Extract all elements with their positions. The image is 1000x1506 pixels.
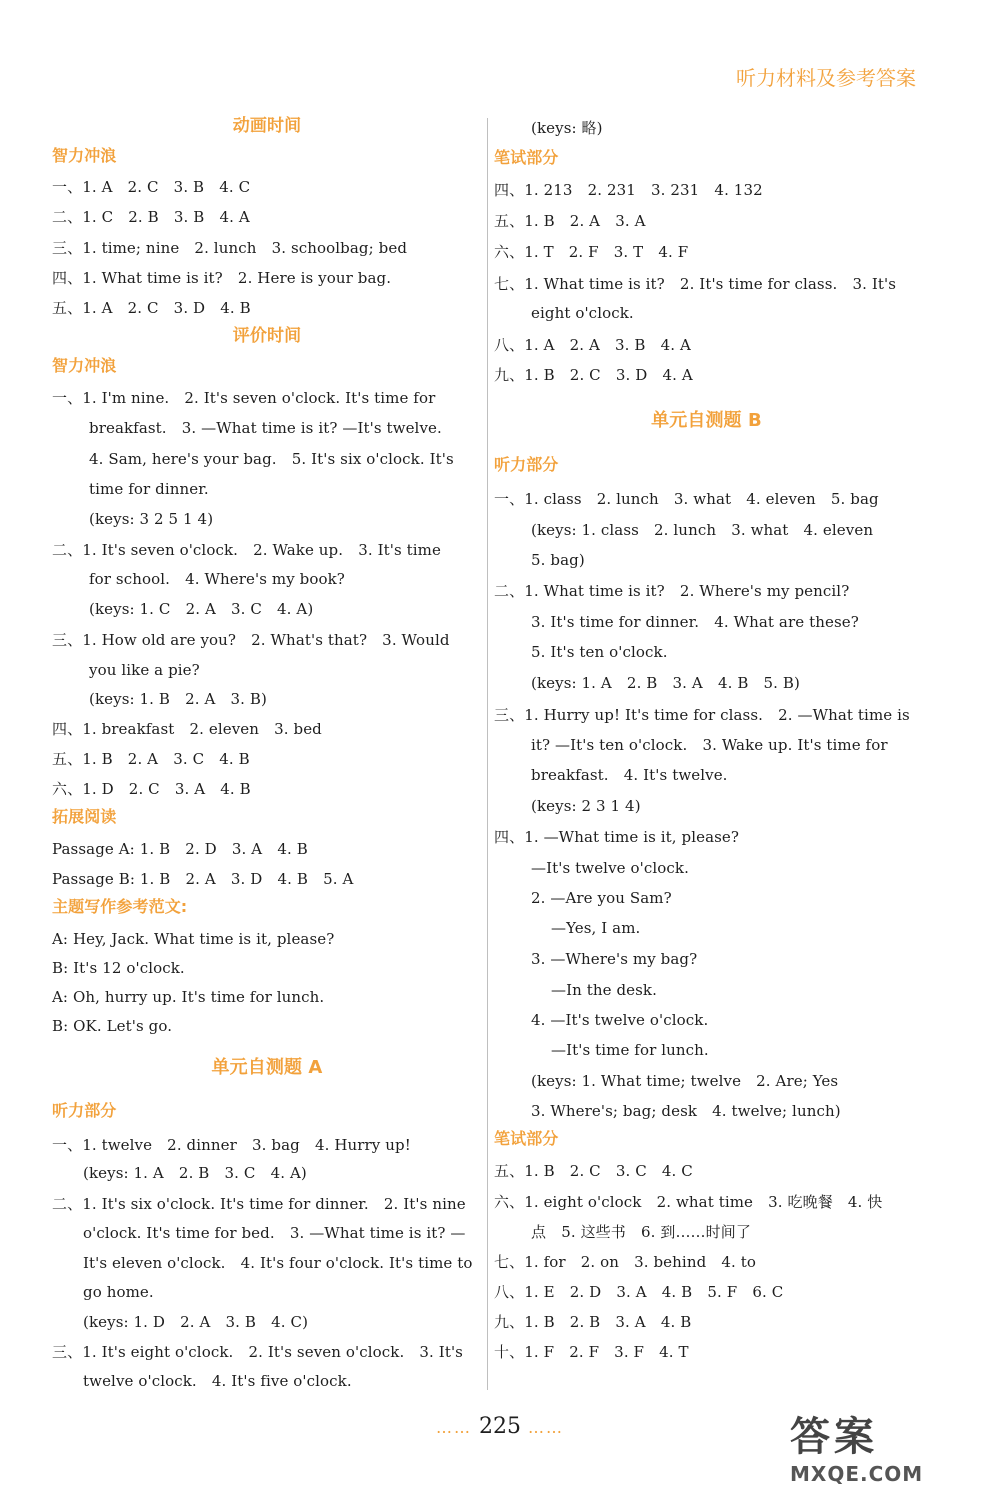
- right-line: 九、1. B 2. C 3. D 4. A: [494, 366, 693, 384]
- right-line: (keys: 1. A 2. B 3. A 4. B 5. B): [531, 674, 800, 692]
- left-line: 六、1. D 2. C 3. A 4. B: [52, 780, 251, 798]
- right-line: (keys: 2 3 1 4): [531, 797, 641, 815]
- left-heading: 拓展阅读: [52, 807, 117, 826]
- left-line: Passage B: 1. B 2. A 3. D 4. B 5. A: [52, 870, 354, 888]
- left-line: Passage A: 1. B 2. D 3. A 4. B: [52, 840, 308, 858]
- left-line: B: OK. Let's go.: [52, 1017, 173, 1035]
- right-line: 五、1. B 2. C 3. C 4. C: [494, 1162, 693, 1180]
- site-watermark: [790, 1412, 990, 1496]
- left-line: (keys: 1. C 2. A 3. C 4. A): [89, 600, 314, 618]
- right-line: 3. It's time for dinner. 4. What are these?: [531, 613, 859, 631]
- left-line: 五、1. B 2. A 3. C 4. B: [52, 750, 250, 768]
- left-heading: 听力部分: [52, 1101, 117, 1120]
- left-line: A: Oh, hurry up. It's time for lunch.: [52, 988, 325, 1006]
- right-line: 点 5. 这些书 6. 到……时间了: [531, 1223, 751, 1241]
- right-line: 八、1. E 2. D 3. A 4. B 5. F 6. C: [494, 1283, 784, 1301]
- left-line: 五、1. A 2. C 3. D 4. B: [52, 299, 251, 317]
- left-line: 四、1. breakfast 2. eleven 3. bed: [52, 720, 322, 738]
- column-divider: [487, 118, 488, 1390]
- right-line: 四、1. —What time is it, please?: [494, 828, 740, 846]
- right-line: 二、1. What time is it? 2. Where's my pencil?: [494, 582, 850, 600]
- left-line: A: Hey, Jack. What time is it, please?: [52, 930, 335, 948]
- right-line: 2. —Are you Sam?: [531, 889, 672, 907]
- right-line: (keys: 1. What time; twelve 2. Are; Yes: [531, 1072, 839, 1090]
- left-heading: 智力冲浪: [52, 356, 117, 375]
- footer-dots-left: ……: [436, 1418, 472, 1437]
- right-line: —It's time for lunch.: [531, 1041, 709, 1059]
- left-line: breakfast. 3. —What time is it? —It's twelve.: [89, 419, 442, 437]
- right-line: eight o'clock.: [531, 304, 634, 322]
- left-line: 一、1. I'm nine. 2. It's seven o'clock. It's time for: [52, 389, 436, 407]
- right-heading: 单元自测题 B: [651, 410, 762, 431]
- left-line: o'clock. It's time for bed. 3. —What time is it? —: [83, 1224, 466, 1242]
- left-line: (keys: 1. B 2. A 3. B): [89, 690, 267, 708]
- left-heading: 评价时间: [232, 326, 302, 346]
- right-line: 八、1. A 2. A 3. B 4. A: [494, 336, 691, 354]
- left-line: (keys: 1. A 2. B 3. C 4. A): [83, 1164, 307, 1182]
- left-heading: 动画时间: [232, 116, 302, 136]
- right-line: breakfast. 4. It's twelve.: [531, 766, 728, 784]
- left-line: 三、1. It's eight o'clock. 2. It's seven o'clock. 3. It's: [52, 1343, 463, 1361]
- right-heading: 笔试部分: [494, 148, 559, 167]
- page-header: 听力材料及参考答案: [736, 66, 916, 90]
- right-line: it? —It's ten o'clock. 3. Wake up. It's time for: [531, 736, 888, 754]
- left-line: twelve o'clock. 4. It's five o'clock.: [83, 1372, 352, 1390]
- left-line: for school. 4. Where's my book?: [89, 570, 345, 588]
- right-heading: 笔试部分: [494, 1129, 559, 1148]
- right-line: 六、1. eight o'clock 2. what time 3. 吃晚餐 4. 快: [494, 1193, 883, 1211]
- left-line: 二、1. It's seven o'clock. 2. Wake up. 3. It's time: [52, 541, 441, 559]
- right-heading: 听力部分: [494, 455, 559, 474]
- left-line: go home.: [83, 1283, 154, 1301]
- right-line: 5. bag): [531, 551, 585, 569]
- left-line: (keys: 1. D 2. A 3. B 4. C): [83, 1313, 309, 1331]
- left-line: 一、1. twelve 2. dinner 3. bag 4. Hurry up!: [52, 1136, 411, 1154]
- right-line: —Yes, I am.: [531, 919, 641, 937]
- left-heading: 单元自测题 A: [211, 1057, 323, 1078]
- left-line: 二、1. It's six o'clock. It's time for dinner. 2. It's nine: [52, 1195, 466, 1213]
- right-line: —It's twelve o'clock.: [531, 859, 689, 877]
- right-line: 九、1. B 2. B 3. A 4. B: [494, 1313, 692, 1331]
- left-line: 4. Sam, here's your bag. 5. It's six o'clock. It's: [89, 450, 454, 468]
- right-line: 六、1. T 2. F 3. T 4. F: [494, 243, 689, 261]
- left-heading: 主题写作参考范文:: [52, 897, 188, 916]
- left-line: 三、1. time; nine 2. lunch 3. schoolbag; bed: [52, 239, 408, 257]
- left-line: 四、1. What time is it? 2. Here is your bag.: [52, 269, 392, 287]
- right-line: 三、1. Hurry up! It's time for class. 2. —What time is: [494, 706, 910, 724]
- right-line: 5. It's ten o'clock.: [531, 643, 668, 661]
- right-line: 十、1. F 2. F 3. F 4. T: [494, 1343, 689, 1361]
- left-heading: 智力冲浪: [52, 146, 117, 165]
- right-line: —In the desk.: [531, 981, 657, 999]
- right-line: 七、1. for 2. on 3. behind 4. to: [494, 1253, 757, 1271]
- footer-dots-right: ……: [528, 1418, 564, 1437]
- right-line: 七、1. What time is it? 2. It's time for class. 3. It's: [494, 275, 897, 293]
- left-line: 一、1. A 2. C 3. B 4. C: [52, 178, 251, 196]
- right-line: (keys: 1. class 2. lunch 3. what 4. eleven: [531, 521, 874, 539]
- right-line: 4. —It's twelve o'clock.: [531, 1011, 709, 1029]
- left-line: 二、1. C 2. B 3. B 4. A: [52, 208, 250, 226]
- right-line: 3. —Where's my bag?: [531, 950, 698, 968]
- left-line: (keys: 3 2 5 1 4): [89, 510, 214, 528]
- page-number: 225: [479, 1414, 521, 1439]
- left-line: you like a pie?: [89, 661, 200, 679]
- watermark-url: MXQE.COM: [790, 1462, 924, 1486]
- left-line: B: It's 12 o'clock.: [52, 959, 185, 977]
- left-line: 三、1. How old are you? 2. What's that? 3. Would: [52, 631, 450, 649]
- left-line: It's eleven o'clock. 4. It's four o'clock. It's time to: [83, 1254, 473, 1272]
- right-line: 四、1. 213 2. 231 3. 231 4. 132: [494, 181, 763, 199]
- watermark-logo-text: 答案: [790, 1414, 878, 1460]
- right-line: 五、1. B 2. A 3. A: [494, 212, 646, 230]
- left-line: time for dinner.: [89, 480, 209, 498]
- right-line: (keys: 略): [531, 119, 603, 137]
- right-line: 一、1. class 2. lunch 3. what 4. eleven 5. bag: [494, 490, 879, 508]
- right-line: 3. Where's; bag; desk 4. twelve; lunch): [531, 1102, 841, 1120]
